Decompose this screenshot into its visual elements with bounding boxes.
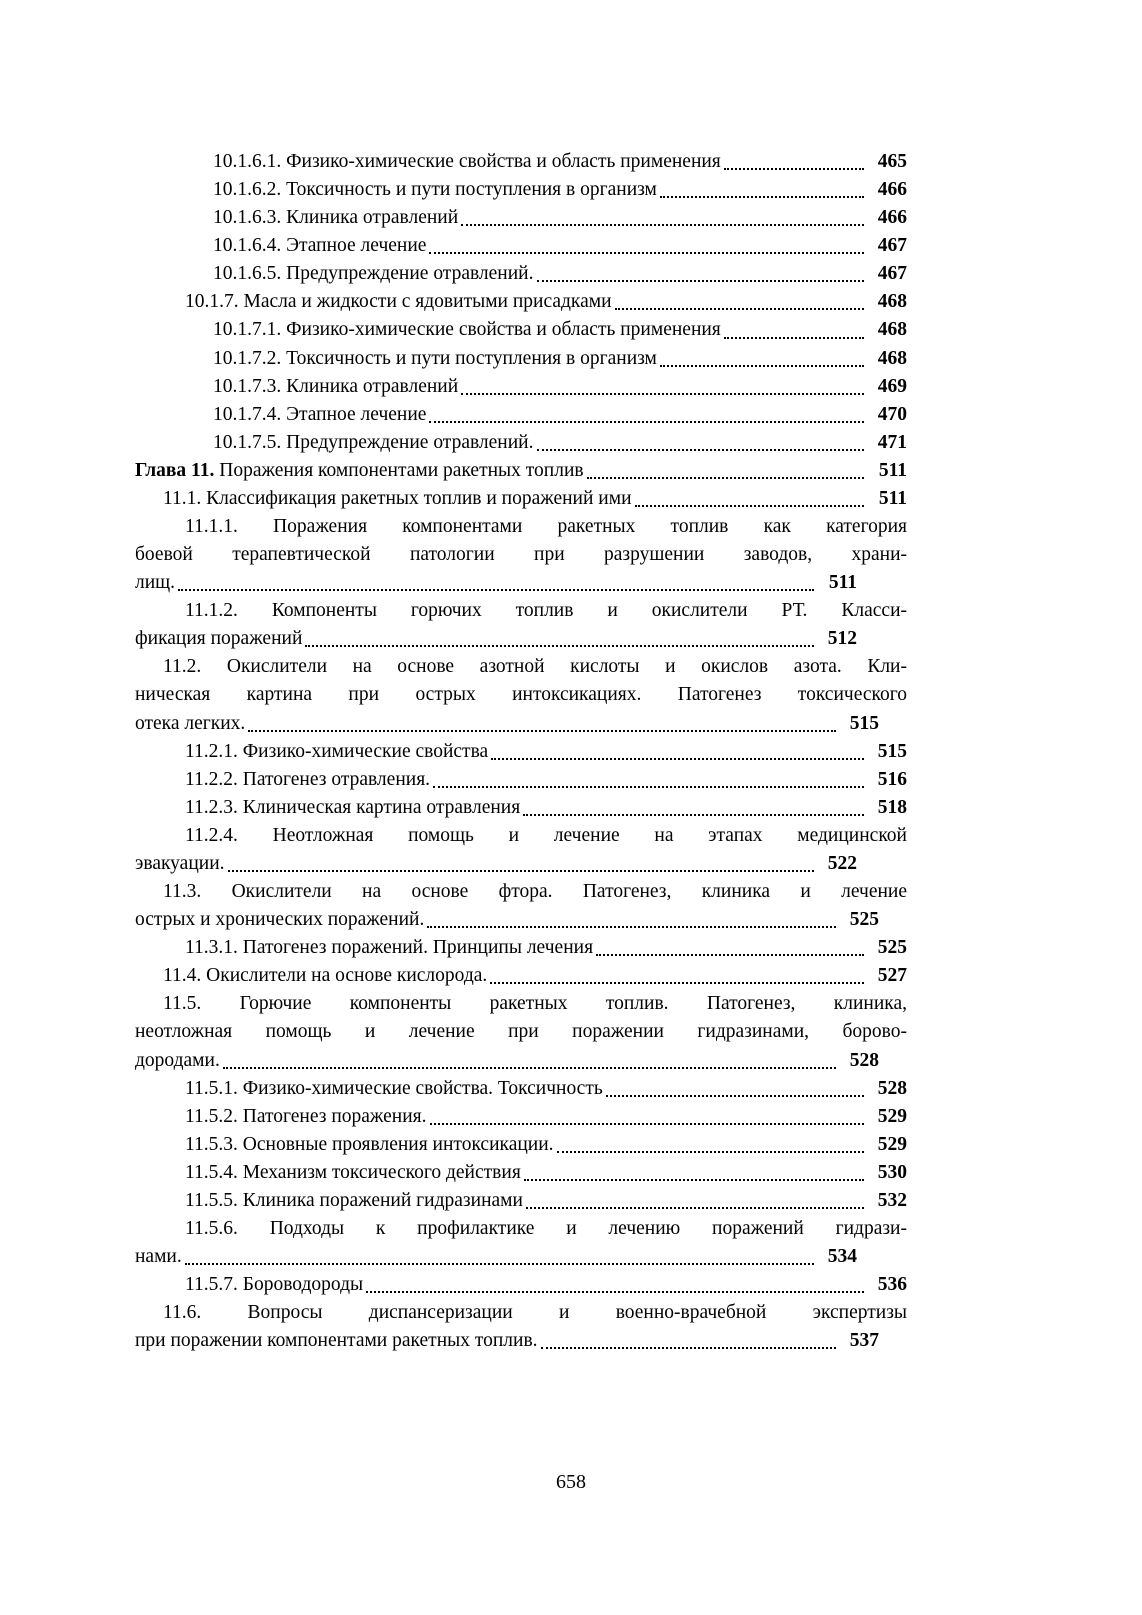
toc-page-number: 525 (849, 909, 879, 931)
toc-entry[interactable] (135, 1271, 907, 1299)
toc-entry[interactable] (135, 373, 907, 401)
toc-entry[interactable] (135, 794, 907, 822)
toc-page-number: 512 (827, 628, 857, 650)
toc-dot-leader (491, 757, 864, 760)
toc-entry[interactable] (135, 401, 907, 429)
toc-entry[interactable] (135, 457, 907, 485)
toc-entry-label: 10.1.7. Масла и жидкости с ядовитыми присадками (185, 291, 612, 313)
toc-dot-leader (490, 981, 864, 984)
toc-entry-label: 11.5.2. Патогенез поражения. (185, 1105, 427, 1127)
toc-entry-row (185, 1271, 907, 1299)
toc-entry-line: 11.5. Горючие компоненты ракетных топлив. Патогенез, клиника, (163, 993, 907, 1015)
toc-entry[interactable] (135, 1159, 907, 1187)
toc-entry-row (135, 850, 857, 878)
toc-dot-leader (305, 644, 814, 647)
toc-page-number: 515 (877, 740, 907, 762)
toc-entry-label: эвакуации. (135, 852, 225, 874)
toc-entry-row (213, 148, 907, 176)
toc-dot-leader (228, 869, 814, 872)
toc-page-number: 466 (877, 179, 907, 201)
toc-chapter-title: Поражения компонентами ракетных топлив (219, 459, 584, 481)
toc-page-number: 468 (877, 291, 907, 313)
toc-page-number: 468 (877, 347, 907, 369)
toc-entry[interactable] (135, 1103, 907, 1131)
toc-entry-line: 11.2.4. Неотложная помощь и лечение на этапах медицинской (185, 824, 907, 846)
toc-entry-row (185, 1075, 907, 1103)
toc-entry-label: 11.5.7. Бороводороды (185, 1274, 364, 1296)
toc-entry-label (135, 457, 584, 485)
toc-page-number: 528 (877, 1077, 907, 1099)
toc-entry-label: 11.2.1. Физико-химические свойства (185, 740, 489, 762)
toc-entry-row (135, 1047, 879, 1075)
toc-entry[interactable] (135, 513, 907, 597)
toc-dot-leader (526, 1206, 864, 1209)
toc-entry-label: 10.1.7.1. Физико-химические свойства и область применения (213, 319, 721, 341)
toc-entry-text (135, 513, 907, 597)
toc-page-number: 522 (827, 852, 857, 874)
toc-entry-row (213, 232, 907, 260)
toc-page-number: 511 (878, 487, 907, 509)
toc-entry-row (185, 288, 907, 316)
toc-entry-label: отека легких. (135, 712, 246, 734)
toc-page-number: 536 (877, 1274, 907, 1296)
toc-entry-row (213, 316, 907, 344)
toc-dot-leader (523, 813, 864, 816)
toc-dot-leader (537, 448, 865, 451)
toc-entry-line: 11.6. Вопросы диспансеризации и военно-врачебной экспертизы (163, 1302, 907, 1324)
toc-entry[interactable] (135, 232, 907, 260)
toc-entry-line: 11.1.1. Поражения компонентами ракетных топлив как категория (185, 516, 907, 538)
toc-page-number: 465 (877, 151, 907, 172)
toc-dot-leader (429, 251, 864, 254)
toc-dot-leader (461, 392, 864, 395)
toc-entry[interactable] (135, 822, 907, 878)
toc-entry-label: 11.5.1. Физико-химические свойства. Токсичность (185, 1077, 603, 1099)
toc-entry-label: 11.5.5. Клиника поражений гидразинами (185, 1189, 523, 1211)
toc-entry-row (135, 710, 879, 738)
toc-entry[interactable] (135, 1075, 907, 1103)
toc-entry-row (213, 260, 907, 288)
toc-entry-label: 11.2.2. Патогенез отравления. (185, 768, 431, 790)
toc-entry-row (185, 738, 907, 766)
toc-entry-text (135, 653, 907, 737)
toc-page-number: 537 (849, 1330, 879, 1352)
toc-entry[interactable] (135, 485, 907, 513)
toc-entry-row (213, 373, 907, 401)
toc-dot-leader (461, 223, 864, 226)
toc-entry-text (135, 1299, 907, 1355)
toc-entry-label: 10.1.6.5. Предупреждение отравлений. (213, 263, 534, 285)
table-of-contents (135, 148, 907, 1355)
toc-entry-text (135, 822, 907, 878)
toc-dot-leader (660, 195, 864, 198)
toc-entry-line: 11.5.6. Подходы к профилактике и лечению поражений гидрази- (185, 1217, 907, 1239)
toc-entry-label: 11.1. Классификация ракетных топлив и поражений ими (163, 487, 632, 509)
toc-dot-leader (185, 1262, 814, 1265)
toc-dot-leader (557, 1150, 864, 1153)
toc-entry[interactable] (135, 1187, 907, 1215)
toc-entry-label: 10.1.6.3. Клиника отравлений (213, 207, 459, 229)
toc-page-number: 516 (877, 768, 907, 790)
toc-entry-row (213, 401, 907, 429)
toc-entry[interactable] (135, 1215, 907, 1271)
toc-page-number: 469 (877, 375, 907, 397)
toc-dot-leader (433, 785, 864, 788)
toc-dot-leader (635, 504, 864, 507)
toc-entry-label: 10.1.7.5. Предупреждение отравлений. (213, 431, 534, 453)
toc-entry-line: 11.1.2. Компоненты горючих топлив и окислители РТ. Класси- (185, 600, 907, 622)
toc-entry-row (135, 625, 857, 653)
toc-entry-row (185, 766, 907, 794)
toc-dot-leader (248, 729, 836, 732)
toc-entry-text (135, 597, 907, 653)
toc-page-number: 518 (877, 796, 907, 818)
toc-entry-label: 10.1.6.2. Токсичность и пути поступления в организм (213, 179, 657, 201)
toc-entry-row (185, 1131, 907, 1159)
toc-entry[interactable] (135, 288, 907, 316)
toc-entry[interactable] (135, 766, 907, 794)
toc-entry[interactable] (135, 260, 907, 288)
toc-entry-row (135, 1243, 857, 1271)
toc-entry-label: 10.1.7.4. Этапное лечение (213, 403, 427, 425)
toc-entry[interactable] (135, 429, 907, 457)
toc-entry-line: неотложная помощь и лечение при поражении гидразинами, борово- (135, 1021, 907, 1043)
toc-dot-leader (606, 1094, 864, 1097)
toc-page-number: 527 (877, 965, 907, 987)
toc-entry-text (135, 990, 907, 1074)
toc-dot-leader (429, 420, 864, 423)
toc-dot-leader (178, 588, 814, 591)
toc-page-number: 467 (877, 263, 907, 285)
toc-entry-row (163, 485, 907, 513)
toc-entry-label: 10.1.7.3. Клиника отравлений (213, 375, 459, 397)
toc-entry-row (135, 569, 857, 597)
toc-entry-label: фикация поражений (135, 628, 303, 650)
toc-entry[interactable] (135, 345, 907, 373)
toc-entry-row (163, 962, 907, 990)
toc-page-number: 529 (877, 1105, 907, 1127)
toc-dot-leader (587, 476, 864, 479)
toc-entry[interactable] (135, 597, 907, 653)
toc-entry-label: 11.2.3. Клиническая картина отравления (185, 796, 521, 818)
toc-page-number: 528 (849, 1049, 879, 1071)
toc-dot-leader (724, 336, 864, 339)
toc-entry-row (213, 204, 907, 232)
toc-entry[interactable] (135, 204, 907, 232)
toc-dot-leader (541, 1346, 836, 1349)
toc-page-number: 471 (877, 431, 907, 453)
toc-chapter-number: Глава 11. (135, 459, 220, 481)
toc-entry[interactable] (135, 653, 907, 737)
toc-page-number: 511 (878, 459, 907, 481)
toc-entry[interactable] (135, 962, 907, 990)
toc-entry-label: лищ. (135, 572, 176, 594)
toc-dot-leader (223, 1066, 836, 1069)
toc-entry-label: 11.3.1. Патогенез поражений. Принципы лечения (185, 937, 594, 959)
toc-dot-leader (615, 307, 864, 310)
toc-entry-row (185, 1187, 907, 1215)
toc-page-number: 467 (877, 235, 907, 257)
toc-entry-label: 10.1.6.4. Этапное лечение (213, 235, 427, 257)
toc-dot-leader (660, 364, 864, 367)
toc-entry-label: острых и хронических поражений. (135, 909, 425, 931)
toc-entry-line: 11.2. Окислители на основе азотной кислоты и окислов азота. Кли- (163, 656, 907, 678)
toc-page-number: 532 (877, 1189, 907, 1211)
toc-dot-leader (366, 1290, 864, 1293)
toc-page-number: 468 (877, 319, 907, 341)
toc-page-number: 534 (827, 1246, 857, 1268)
toc-entry-row (135, 457, 907, 485)
toc-page-number: 525 (877, 937, 907, 959)
toc-entry[interactable] (135, 738, 907, 766)
toc-page-number: 466 (877, 207, 907, 229)
toc-entry[interactable] (135, 934, 907, 962)
toc-entry-row (185, 1103, 907, 1131)
toc-entry-label: дородами. (135, 1049, 220, 1071)
toc-dot-leader (524, 1178, 864, 1181)
toc-entry-row (213, 176, 907, 204)
toc-entry[interactable] (135, 990, 907, 1074)
toc-page-number: 530 (877, 1161, 907, 1183)
toc-entry-label: 10.1.6.1. Физико-химические свойства и область применения (213, 151, 721, 172)
toc-entry[interactable] (135, 1131, 907, 1159)
toc-entry[interactable] (135, 316, 907, 344)
toc-entry[interactable] (135, 148, 907, 176)
toc-entry-text (135, 878, 907, 934)
toc-entry-label: 10.1.7.2. Токсичность и пути поступления в организм (213, 347, 657, 369)
toc-dot-leader (427, 925, 836, 928)
toc-entry-row (135, 906, 879, 934)
toc-entry-row (213, 429, 907, 457)
toc-dot-leader (537, 279, 865, 282)
toc-entry-label: нами. (135, 1246, 182, 1268)
toc-entry[interactable] (135, 176, 907, 204)
toc-entry-line: ническая картина при острых интоксикациях. Патогенез токсического (135, 684, 907, 706)
toc-entry-row (185, 934, 907, 962)
toc-page-number: 511 (828, 572, 857, 594)
page-folio: 658 (556, 1471, 586, 1493)
toc-entry-label: при поражении компонентами ракетных топлив. (135, 1330, 538, 1352)
toc-page-number: 515 (849, 712, 879, 734)
toc-entry-row (213, 345, 907, 373)
toc-entry-row (185, 1159, 907, 1187)
toc-page-number: 529 (877, 1133, 907, 1155)
toc-entry-row (135, 1327, 879, 1355)
toc-entry-label: 11.5.3. Основные проявления интоксикации. (185, 1133, 554, 1155)
toc-entry-text (135, 1215, 907, 1271)
toc-entry-label: 11.4. Окислители на основе кислорода. (163, 965, 488, 987)
toc-entry-label: 11.5.4. Механизм токсического действия (185, 1161, 521, 1183)
toc-entry[interactable] (135, 878, 907, 934)
toc-dot-leader (724, 167, 864, 170)
toc-entry-line: 11.3. Окислители на основе фтора. Патогенез, клиника и лечение (163, 881, 907, 903)
toc-dot-leader (596, 953, 864, 956)
toc-dot-leader (430, 1122, 864, 1125)
toc-entry-row (185, 794, 907, 822)
toc-page-number: 470 (877, 403, 907, 425)
toc-entry[interactable] (135, 1299, 907, 1355)
toc-entry-line: боевой терапевтической патологии при разрушении заводов, храни- (135, 544, 907, 566)
